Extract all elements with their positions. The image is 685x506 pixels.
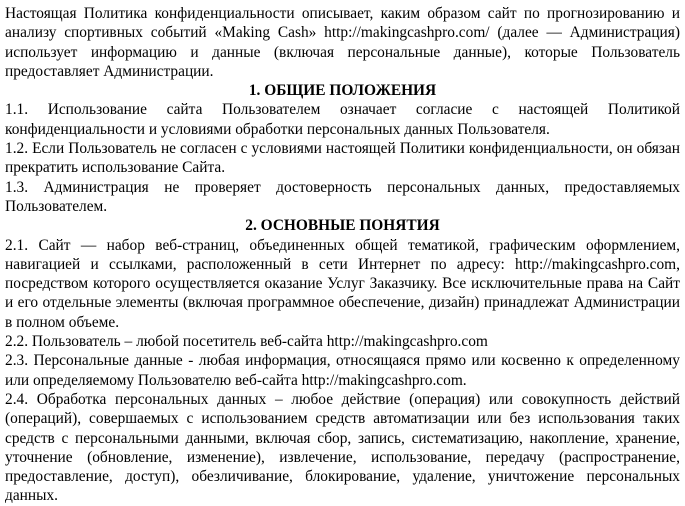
clause-2-3: 2.3. Персональные данные - любая информация, относящаяся прямо или косвенно к определенному или определяемому Пользователю веб-сайта http://makingcashpro.com. — [5, 352, 680, 389]
clause-1-3: 1.3. Администрация не проверяет достоверность персональных данных, предоставляемых Пользователем. — [5, 178, 680, 215]
section-2-heading: 2. ОСНОВНЫЕ ПОНЯТИЯ — [245, 217, 440, 235]
privacy-policy-document — [5, 4, 680, 506]
clause-2-4: 2.4. Обработка персональных данных – любое действие (операция) или совокупность действий (операций), совершаемых с использованием средств автоматизации или без использования таких средств с персональными данными, включая сбор, запись, систематизацию, накопление, хранение, уточнение (обновление, изменение), извлечение, использование, передачу (распространение, предоставление, доступ), обезличивание, блокирование, удаление, уничтожение персональных данных. — [5, 390, 680, 505]
clause-1-1: 1.1. Использование сайта Пользователем означает согласие с настоящей Политикой конфиденциальности и условиями обработки персональных данных Пользователя. — [5, 101, 680, 138]
section-1-heading: 1. ОБЩИЕ ПОЛОЖЕНИЯ — [248, 82, 437, 100]
intro-paragraph: Настоящая Политика конфиденциальности описывает, каким образом сайт по прогнозированию и анализу спортивных событий «Making Cash» http://makingcashpro.com/ (далее — Администрация) использует информацию и данные (включая персональные данные), которые Пользователь предоставляет Администрации. — [5, 5, 680, 80]
clause-2-1: 2.1. Сайт — набор веб-страниц, объединенных общей тематикой, графическим оформлением, навигацией и ссылками, расположенный в сети Интернет по адресу: http://makingcashpro.com, посредством которого осуществляется оказание Услуг Заказчику. Все исключительные права на Сайт и его отдельные элементы (включая программное обеспечение, дизайн) принадлежат Администрации в полном объеме. — [5, 236, 680, 331]
clause-1-2: 1.2. Если Пользователь не согласен с условиями настоящей Политики конфиденциальности, он обязан прекратить использование Сайта. — [5, 140, 680, 177]
clause-2-2: 2.2. Пользователь – любой посетитель веб-сайта http://makingcashpro.com — [5, 333, 488, 351]
